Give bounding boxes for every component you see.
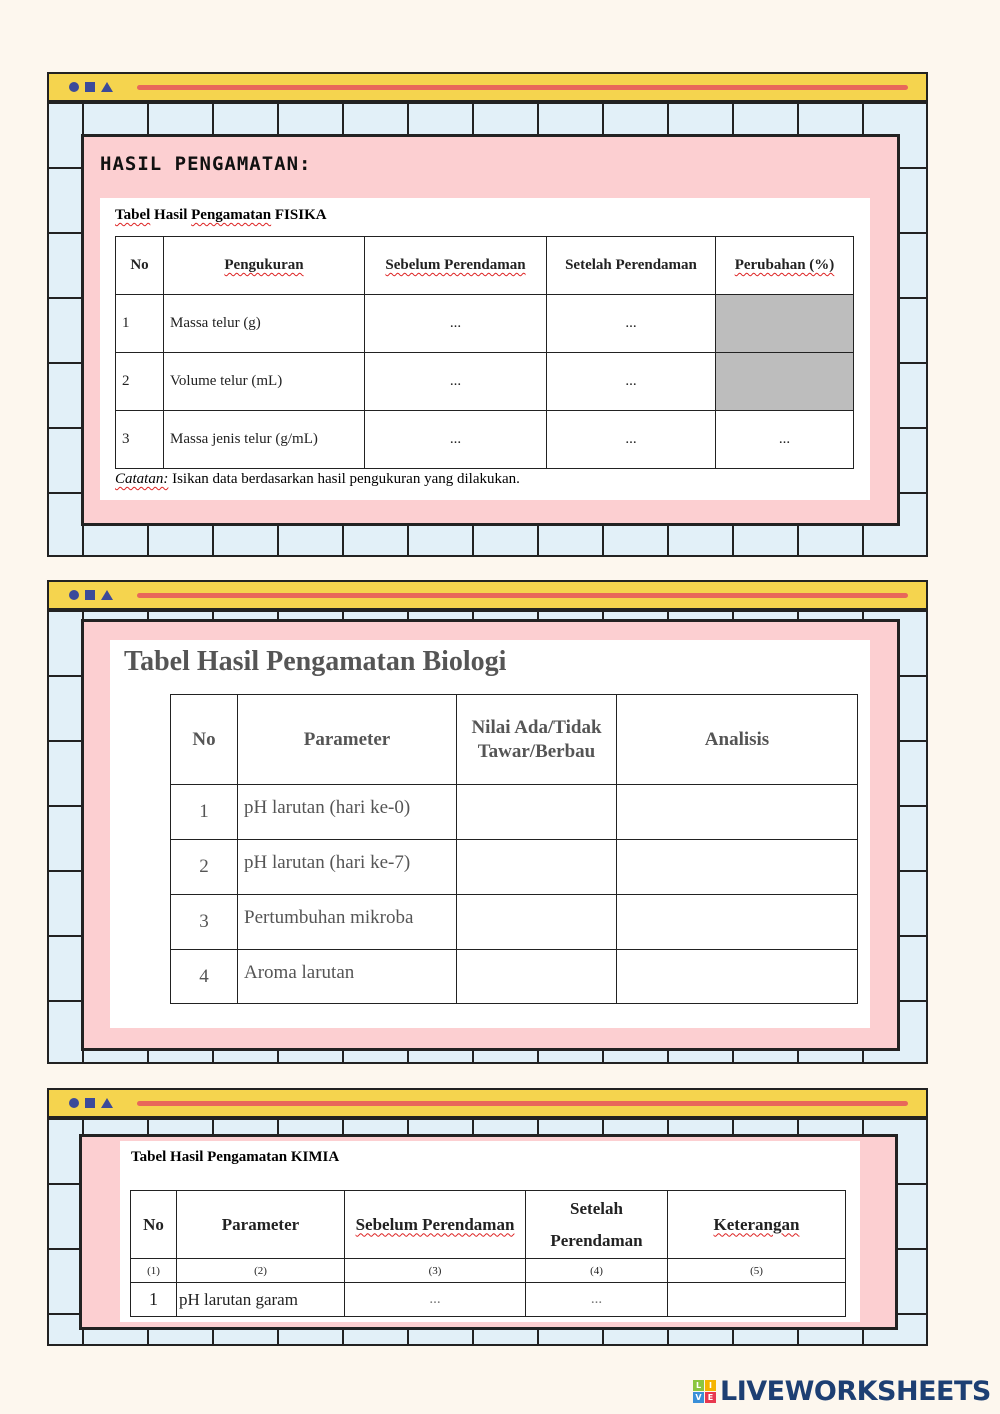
cell-parameter: pH larutan garam [177, 1283, 345, 1317]
table-title-biologi: Tabel Hasil Pengamatan Biologi [124, 646, 507, 677]
note-fisika [115, 471, 520, 488]
triangle-icon [101, 1098, 113, 1108]
cell-no: 1 [131, 1283, 177, 1317]
cell-pengukuran: Massa jenis telur (g/mL) [164, 411, 365, 469]
logo-tiles-icon: L I V E [693, 1380, 716, 1403]
header-no: No [131, 1191, 177, 1259]
cell-no: 4 [171, 950, 238, 1004]
title-bar-line [137, 593, 908, 598]
table-row [171, 840, 858, 895]
cell-setelah[interactable]: ... [547, 353, 716, 411]
cell-parameter: pH larutan (hari ke-0) [238, 785, 457, 840]
square-icon [85, 1098, 95, 1108]
window-title-bar [49, 582, 926, 610]
title-bar-line [137, 1101, 908, 1106]
title-bar-line [137, 85, 908, 90]
header-parameter: Parameter [177, 1191, 345, 1259]
cell-no: 2 [171, 840, 238, 895]
window-title-bar [49, 74, 926, 102]
table-title-fisika: Tabel Hasil Pengamatan FISIKA [115, 207, 327, 223]
cell-analisis[interactable] [617, 785, 858, 840]
header-sebelum: Sebelum Perendaman [355, 1214, 515, 1234]
cell-sebelum[interactable]: ... [365, 295, 547, 353]
header-nilai: Nilai Ada/Tidak Tawar/Berbau [457, 695, 617, 785]
cell-setelah[interactable]: ... [547, 295, 716, 353]
table-kimia [130, 1190, 846, 1317]
triangle-icon [101, 82, 113, 92]
triangle-icon [101, 590, 113, 600]
column-number: (4) [526, 1259, 668, 1283]
table-row [116, 411, 854, 469]
table-row [171, 895, 858, 950]
table-row [116, 353, 854, 411]
table-biologi [170, 694, 858, 1004]
header-setelah: Setelah Perendaman [565, 257, 697, 273]
header-setelah: Setelah Perendaman [550, 1198, 643, 1250]
circle-icon [69, 82, 79, 92]
header-no: No [171, 695, 238, 785]
logo-text: LIVEWORKSHEETS [720, 1376, 991, 1407]
header-pengukuran: Pengukuran [224, 257, 304, 273]
cell-analisis[interactable] [617, 895, 858, 950]
cell-no: 3 [171, 895, 238, 950]
cell-setelah[interactable]: ... [526, 1283, 668, 1317]
cell-no: 2 [116, 353, 164, 411]
cell-no: 1 [116, 295, 164, 353]
table-row [171, 950, 858, 1004]
cell-nilai[interactable] [457, 840, 617, 895]
cell-no: 1 [171, 785, 238, 840]
cell-parameter: Pertumbuhan mikroba [238, 895, 457, 950]
header-parameter: Parameter [238, 695, 457, 785]
cell-perubahan[interactable]: ... [716, 411, 854, 469]
column-number: (3) [345, 1259, 526, 1283]
table-row [171, 785, 858, 840]
column-number: (1) [131, 1259, 177, 1283]
column-number: (5) [668, 1259, 846, 1283]
cell-nilai[interactable] [457, 895, 617, 950]
cell-parameter: pH larutan (hari ke-7) [238, 840, 457, 895]
cell-perubahan-disabled [716, 295, 854, 353]
cell-sebelum[interactable]: ... [365, 411, 547, 469]
section-title: HASIL PENGAMATAN: [100, 153, 312, 175]
window-title-bar [49, 1090, 926, 1118]
cell-nilai[interactable] [457, 950, 617, 1004]
cell-perubahan-disabled [716, 353, 854, 411]
circle-icon [69, 590, 79, 600]
square-icon [85, 590, 95, 600]
cell-pengukuran: Massa telur (g) [164, 295, 365, 353]
cell-analisis[interactable] [617, 840, 858, 895]
note-text: Isikan data berdasarkan hasil pengukuran yang dilakukan. [172, 471, 520, 487]
cell-no: 3 [116, 411, 164, 469]
table-row [131, 1283, 846, 1317]
table-title-kimia: Tabel Hasil Pengamatan KIMIA [131, 1149, 340, 1165]
header-perubahan: Perubahan (%) [734, 257, 835, 273]
header-sebelum: Sebelum Perendaman [385, 257, 526, 273]
table-row [116, 295, 854, 353]
liveworksheets-logo[interactable] [693, 1376, 991, 1407]
cell-analisis[interactable] [617, 950, 858, 1004]
header-keterangan: Keterangan [713, 1214, 800, 1234]
circle-icon [69, 1098, 79, 1108]
cell-sebelum[interactable]: ... [365, 353, 547, 411]
square-icon [85, 82, 95, 92]
cell-sebelum[interactable]: ... [345, 1283, 526, 1317]
header-no: No [116, 237, 164, 295]
header-analisis: Analisis [617, 695, 858, 785]
cell-pengukuran: Volume telur (mL) [164, 353, 365, 411]
cell-nilai[interactable] [457, 785, 617, 840]
cell-setelah[interactable]: ... [547, 411, 716, 469]
cell-parameter: Aroma larutan [238, 950, 457, 1004]
table-fisika [115, 236, 854, 469]
note-label: Catatan: [115, 471, 169, 487]
cell-keterangan[interactable] [668, 1283, 846, 1317]
column-number: (2) [177, 1259, 345, 1283]
